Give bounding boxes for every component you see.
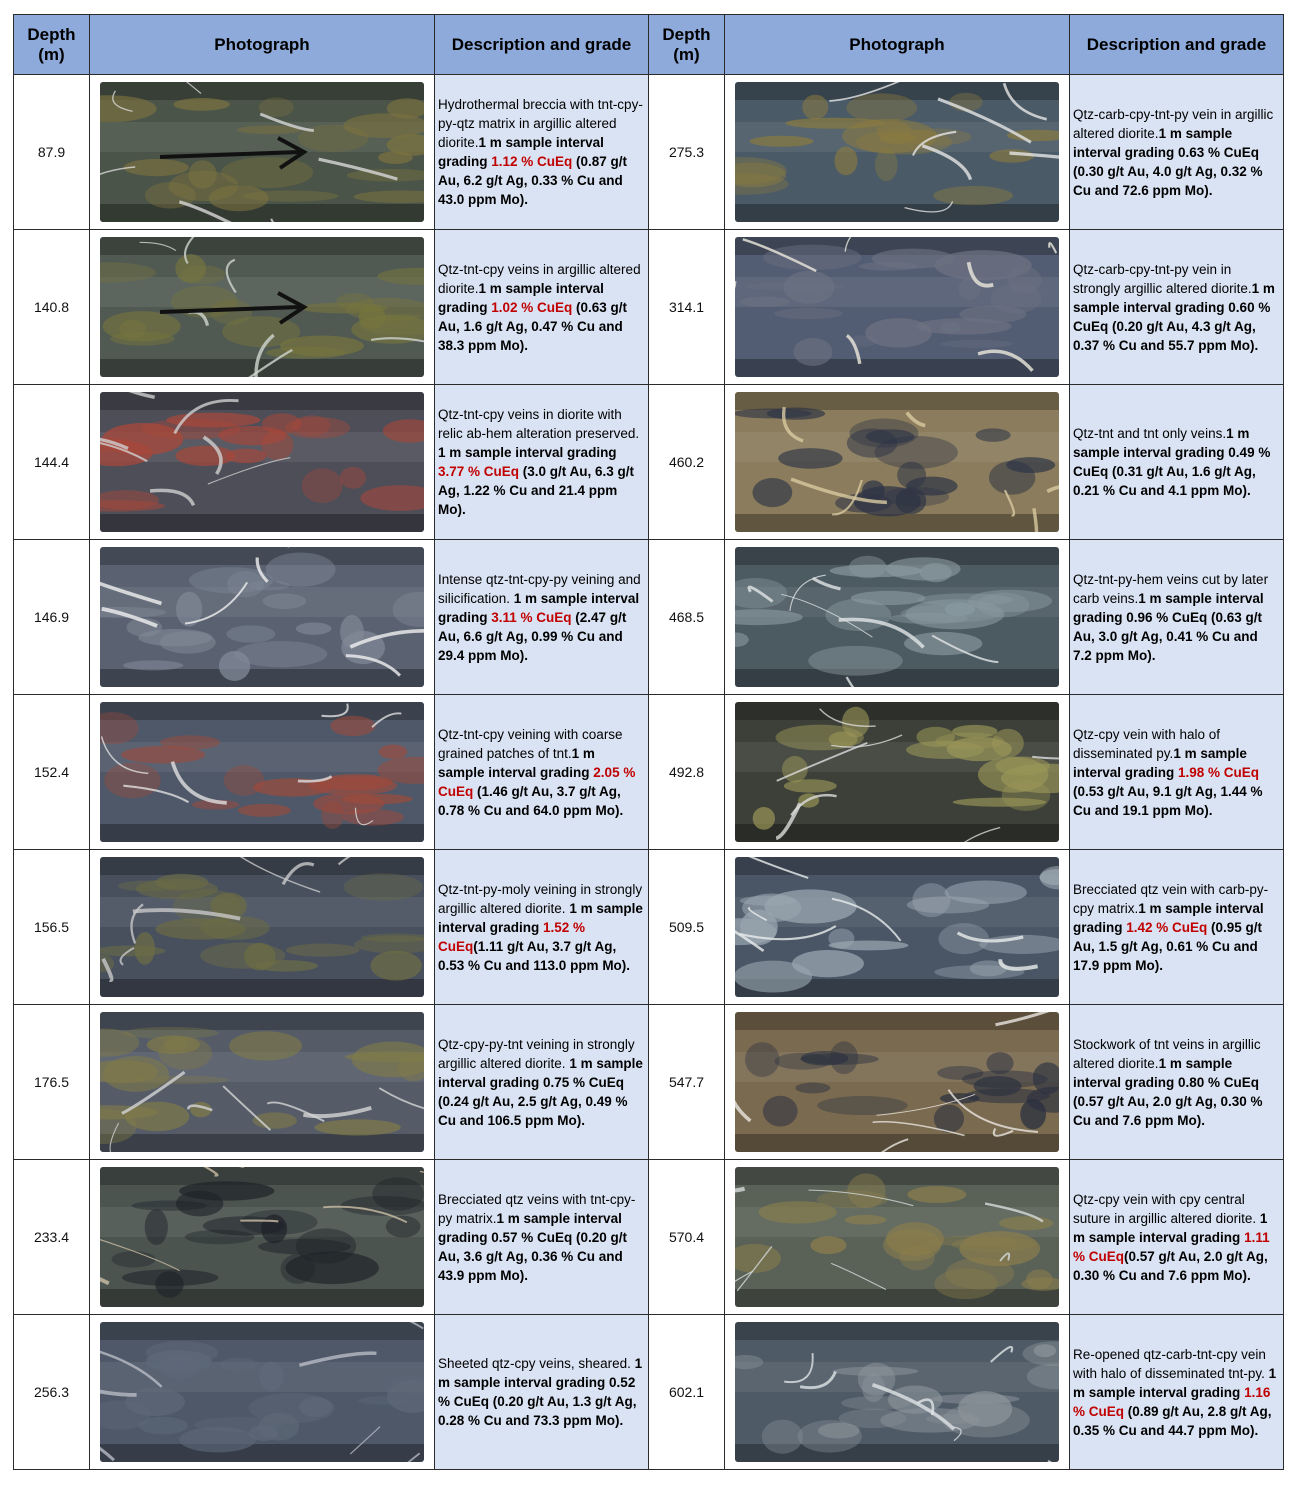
depth-header: Depth (m) [14,15,90,75]
description-text: 1 m sample interval grading 0.96 % CuEq (0.63 g/t Au, 3.0 g/t Ag, 0.41 % Cu and 7.2 ppm Mo). [1073,590,1264,663]
depth-cell: 602.1 [649,1315,725,1470]
table-row [14,540,1284,695]
core-photograph [100,1012,424,1152]
description-text: 1 m sample interval grading [1073,900,1264,935]
table-row [14,695,1284,850]
depth-header: Depth (m) [649,15,725,75]
description-text: (0.53 g/t Au, 9.1 g/t Ag, 1.44 % Cu and 19.1 ppm Mo). [1073,783,1263,818]
depth-cell: 314.1 [649,230,725,385]
photo-cell [725,385,1070,540]
cueq-highlight: 2.05 % CuEq [438,764,636,799]
description-text: Qtz-cpy-py-tnt veining in strongly argillic altered diorite. [438,1036,635,1071]
depth-cell: 492.8 [649,695,725,850]
description-cell [1070,540,1284,695]
description-text: 1 m sample interval grading [1073,1365,1277,1400]
description-text: (1.46 g/t Au, 3.7 g/t Ag, 0.78 % Cu and 64.0 ppm Mo). [438,783,624,818]
photo-cell [725,75,1070,230]
description-cell [1070,385,1284,540]
header-row [14,15,1284,75]
description-text: Qtz-tnt-py-hem veins cut by later carb veins. [1073,571,1269,606]
description-cell [1070,75,1284,230]
description-cell [1070,1005,1284,1160]
description-cell [435,75,649,230]
photo-cell [725,1005,1070,1160]
depth-cell: 275.3 [649,75,725,230]
description-cell [435,540,649,695]
description-text: Qtz-tnt-cpy veining with coarse grained patches of tnt. [438,726,623,761]
description-text: Brecciated qtz vein with carb-py-cpy matrix. [1073,881,1269,916]
core-photograph [100,857,424,997]
table-row [14,385,1284,540]
depth-cell: 233.4 [14,1160,90,1315]
core-photograph [735,1322,1059,1462]
photograph-header: Photograph [725,15,1070,75]
description-text: 1 m sample interval grading 0.57 % CuEq (0.20 g/t Au, 3.6 g/t Ag, 0.36 % Cu and 43.9 ppm Mo). [438,1210,628,1283]
description-text: 1 m sample interval grading 0.75 % CuEq (0.24 g/t Au, 2.5 g/t Ag, 0.49 % Cu and 106.5 ppm Mo). [438,1055,643,1128]
photo-cell [90,1160,435,1315]
photo-cell [90,695,435,850]
core-photograph [735,1012,1059,1152]
cueq-highlight: 1.16 % CuEq [1073,1384,1271,1419]
core-photograph [735,702,1059,842]
description-text: Qtz-tnt-py-moly veining in strongly argillic altered diorite. [438,881,643,916]
description-text: (0.87 g/t Au, 6.2 g/t Ag, 0.33 % Cu and 43.0 ppm Mo). [438,154,628,207]
photo-cell [725,230,1070,385]
core-photograph [100,1322,424,1462]
description-text: Hydrothermal breccia with tnt-cpy-py-qtz matrix in argillic altered diorite. [438,97,643,150]
description-text: (0.57 g/t Au, 2.0 g/t Ag, 0.30 % Cu and 7.6 ppm Mo). [1073,1248,1268,1283]
photo-cell [90,1005,435,1160]
description-text: 1 m sample interval grading 0.49 % CuEq (0.31 g/t Au, 1.6 g/t Ag, 0.21 % Cu and 4.1 ppm Mo). [1073,426,1271,498]
description-text: Qtz-tnt and tnt only veins. [1073,426,1227,441]
depth-cell: 460.2 [649,385,725,540]
description-text: 1 m sample interval grading [438,135,604,169]
description-text: Brecciated qtz veins with tnt-cpy-py matrix. [438,1191,636,1226]
description-text: 1 m sample interval grading [438,590,640,625]
core-photograph [100,237,424,377]
table-row [14,230,1284,385]
description-cell [1070,850,1284,1005]
description-text: (3.0 g/t Au, 6.3 g/t Ag, 1.22 % Cu and 21.4 ppm Mo). [438,464,635,517]
core-photograph [735,237,1059,377]
description-cell [1070,1160,1284,1315]
depth-cell: 256.3 [14,1315,90,1470]
table-row [14,1315,1284,1470]
description-cell [435,850,649,1005]
depth-cell: 152.4 [14,695,90,850]
description-text: Qtz-carb-cpy-tnt-py vein in strongly argillic altered diorite. [1073,261,1252,296]
description-cell [435,695,649,850]
description-text: Qtz-cpy vein with cpy central suture in argillic altered diorite. [1073,1191,1257,1226]
photo-cell [725,540,1070,695]
description-text: 1 m sample interval grading 0.60 % CuEq (0.20 g/t Au, 4.3 g/t Ag, 0.37 % Cu and 55.7 ppm Mo). [1073,280,1275,353]
depth-cell: 140.8 [14,230,90,385]
table-row [14,850,1284,1005]
description-cell [435,1160,649,1315]
depth-cell: 176.5 [14,1005,90,1160]
table-row [14,1005,1284,1160]
depth-cell: 547.7 [649,1005,725,1160]
depth-cell: 146.9 [14,540,90,695]
core-photograph [100,702,424,842]
description-cell [1070,695,1284,850]
description-text: 1 m sample interval grading [438,900,643,935]
description-cell [435,385,649,540]
description-text: (2.47 g/t Au, 6.6 g/t Ag, 0.99 % Cu and 29.4 ppm Mo). [438,609,627,663]
description-cell [1070,230,1284,385]
description-header: Description and grade [435,15,649,75]
cueq-highlight: 1.02 % CuEq [491,299,573,315]
core-photograph [100,392,424,532]
depth-cell: 509.5 [649,850,725,1005]
photo-cell [725,1315,1070,1470]
photo-cell [90,75,435,230]
description-text: (0.63 g/t Au, 1.6 g/t Ag, 0.47 % Cu and 38.3 ppm Mo). [438,299,628,353]
description-text: (0.89 g/t Au, 2.8 g/t Ag, 0.35 % Cu and 44.7 ppm Mo). [1073,1403,1272,1438]
description-text: Intense qtz-tnt-cpy-py veining and silicification. [438,571,641,606]
photo-cell [90,850,435,1005]
description-cell [435,1005,649,1160]
description-text: (1.11 g/t Au, 3.7 g/t Ag, 0.53 % Cu and 113.0 ppm Mo). [438,938,631,973]
description-text: 1 m sample interval grading [438,745,595,780]
depth-cell: 468.5 [649,540,725,695]
description-text: 1 m sample interval grading [438,280,604,315]
photo-cell [90,385,435,540]
core-photograph [735,82,1059,222]
depth-cell: 87.9 [14,75,90,230]
cueq-highlight: 1.12 % CuEq [491,154,573,169]
cueq-highlight: 1.98 % CuEq [1178,764,1260,780]
description-text: Sheeted qtz-cpy veins, sheared. [438,1356,631,1371]
description-cell [435,1315,649,1470]
core-photograph [735,392,1059,532]
description-text: 1 m sample interval grading 0.63 % CuEq (0.30 g/t Au, 4.0 g/t Ag, 0.32 % Cu and 72.6 ppm Mo). [1073,125,1263,198]
description-text: Qtz-tnt-cpy veins in diorite with relic ab-hem alteration preserved. [438,407,640,441]
description-text: Stockwork of tnt veins in argillic altered diorite. [1073,1036,1261,1071]
cueq-highlight: 1.42 % CuEq [1126,919,1208,935]
description-cell [435,230,649,385]
photo-cell [725,850,1070,1005]
description-text: 1 m sample interval grading [1073,745,1247,780]
description-text: Qtz-cpy vein with halo of disseminated py. [1073,726,1221,761]
cueq-highlight: 3.11 % CuEq [491,609,572,625]
description-text: (0.95 g/t Au, 1.5 g/t Ag, 0.61 % Cu and 17.9 ppm Mo). [1073,919,1263,973]
description-header: Description and grade [1070,15,1284,75]
core-photograph [735,857,1059,997]
core-photograph [100,82,424,222]
photo-cell [90,230,435,385]
drill-core-table [13,14,1284,1470]
cueq-highlight: 3.77 % CuEq [438,464,520,479]
description-cell [1070,1315,1284,1470]
description-text: 1 m sample interval grading 0.80 % CuEq (0.57 g/t Au, 2.0 g/t Ag, 0.30 % Cu and 7.6 ppm Mo). [1073,1055,1263,1128]
depth-cell: 156.5 [14,850,90,1005]
core-photograph [735,1167,1059,1307]
photo-cell [90,540,435,695]
photo-cell [725,1160,1070,1315]
core-photograph [735,547,1059,687]
core-photograph [100,547,424,687]
photo-cell [725,695,1070,850]
depth-cell: 144.4 [14,385,90,540]
table-row [14,1160,1284,1315]
photograph-header: Photograph [90,15,435,75]
core-photograph [100,1167,424,1307]
table-row [14,75,1284,230]
depth-cell: 570.4 [649,1160,725,1315]
description-text: Re-opened qtz-carb-tnt-cpy vein with halo of disseminated tnt-py. [1073,1346,1266,1381]
description-text: 1 m sample interval grading 0.52 % CuEq (0.20 g/t Au, 1.3 g/t Ag, 0.28 % Cu and 73.3 ppm Mo). [438,1356,643,1428]
cueq-highlight: 1.52 % CuEq [438,919,586,954]
description-text: 1 m sample interval grading [1073,1210,1268,1245]
description-text: Qtz-carb-cpy-tnt-py vein in argillic altered diorite. [1073,106,1274,141]
description-text: 1 m sample interval grading [438,445,617,460]
description-text: Qtz-tnt-cpy veins in argillic altered diorite. [438,261,641,296]
cueq-highlight: 1.11 % CuEq [1073,1229,1270,1264]
photo-cell [90,1315,435,1470]
